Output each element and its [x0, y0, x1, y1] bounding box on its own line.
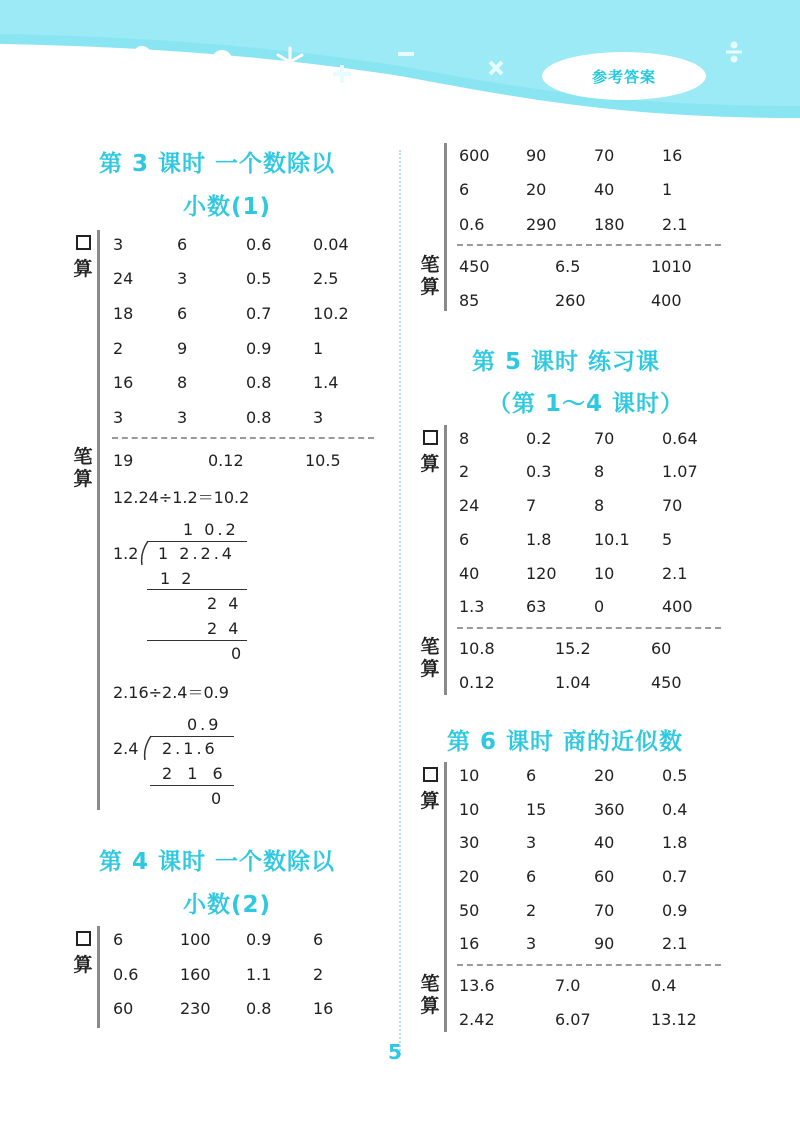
division-bracket [140, 540, 150, 566]
written-label-char1: 笔 [420, 254, 440, 276]
grid-cell: 2.1 [662, 934, 688, 953]
grid-cell: 160 [180, 965, 211, 984]
oral-label [72, 929, 94, 976]
written-answer: 0.12 [459, 673, 495, 692]
grid-cell: 2 [526, 901, 537, 920]
grid-cell: 1 [313, 339, 324, 358]
grid-cell: 70 [594, 146, 615, 165]
grid-cell: 0.04 [313, 235, 349, 254]
grid-cell: 40 [594, 833, 615, 852]
equation: 2.16÷2.4＝0.9 [113, 683, 229, 702]
written-label [72, 446, 94, 490]
grid-cell: 0.6 [113, 965, 139, 984]
written-answer: 19 [113, 451, 134, 470]
lesson3-margin-line [97, 230, 100, 810]
lesson3-dashed-separator [112, 437, 374, 439]
grid-cell: 40 [594, 180, 615, 199]
dividend: 2.1.6 [162, 739, 218, 758]
grid-cell: 50 [459, 901, 480, 920]
grid-cell: 10.1 [594, 530, 630, 549]
grid-cell: 3 [526, 833, 537, 852]
grid-cell: 6 [177, 235, 188, 254]
oral-label-char: 算 [420, 453, 440, 475]
grid-cell: 600 [459, 146, 490, 165]
written-answer: 13.6 [459, 976, 495, 995]
lesson5-dashed-separator [457, 627, 721, 629]
grid-cell: 1.1 [246, 965, 272, 984]
grid-cell: 1.8 [526, 530, 552, 549]
page-number: 5 [388, 1040, 402, 1064]
grid-cell: 0.7 [662, 867, 688, 886]
grid-cell: 3 [177, 408, 188, 427]
written-label-char2: 算 [73, 468, 93, 490]
grid-cell: 90 [594, 934, 615, 953]
grid-cell: 40 [459, 564, 480, 583]
grid-cell: 24 [113, 269, 134, 288]
division-bar [147, 541, 247, 542]
lesson4-dashed-separator [457, 244, 721, 246]
oral-label [419, 428, 441, 475]
written-answer: 400 [651, 291, 682, 310]
partial-product: 2 1 6 [162, 764, 228, 783]
grid-cell: 70 [594, 901, 615, 920]
lesson5-margin-line [444, 425, 447, 695]
lesson5-subtitle: （第 1～4 课时） [488, 391, 685, 417]
lesson4-margin-line [97, 926, 100, 1028]
lesson3-title: 第 3 课时 一个数除以 [99, 151, 336, 177]
written-answer: 60 [651, 639, 672, 658]
grid-cell: 20 [594, 766, 615, 785]
grid-cell: 63 [526, 597, 547, 616]
oral-label-char: 算 [73, 258, 93, 280]
grid-cell: 30 [459, 833, 480, 852]
written-answer: 2.42 [459, 1010, 495, 1029]
grid-cell: 10 [459, 766, 480, 785]
grid-cell: 1.8 [662, 833, 688, 852]
grid-cell: 1.3 [459, 597, 485, 616]
grid-cell: 70 [662, 496, 683, 515]
grid-cell: 70 [594, 429, 615, 448]
sun-icon [67, 51, 91, 75]
division-rule [147, 640, 247, 641]
box-icon [76, 235, 91, 250]
divisor: 2.4 [113, 739, 139, 758]
grid-cell: 2 [313, 965, 324, 984]
grid-cell: 8 [594, 496, 605, 515]
grid-cell: 18 [113, 304, 134, 323]
written-answer: 6.07 [555, 1010, 591, 1029]
oral-label-char: 算 [420, 790, 440, 812]
dividend: 1 2.2.4 [158, 544, 235, 563]
grid-cell: 6 [313, 930, 324, 949]
lesson3-subtitle: 小数(1) [183, 194, 272, 220]
grid-cell: 0.7 [246, 304, 272, 323]
grid-cell: 0.8 [246, 999, 272, 1018]
grid-cell: 1.4 [313, 373, 339, 392]
grid-cell: 60 [594, 867, 615, 886]
column-divider [399, 150, 401, 1055]
grid-cell: 9 [177, 339, 188, 358]
lesson4-cont-margin-line [444, 143, 447, 311]
grid-cell: 0.3 [526, 462, 552, 481]
grid-cell: 6 [526, 766, 537, 785]
lesson4-title: 第 4 课时 一个数除以 [99, 849, 336, 875]
written-label [419, 636, 441, 680]
oral-label-char: 算 [73, 954, 93, 976]
lesson5-title: 第 5 课时 练习课 [472, 349, 661, 375]
box-icon [423, 430, 438, 445]
grid-cell: 10.2 [313, 304, 349, 323]
grid-cell: 10 [459, 800, 480, 819]
grid-cell: 230 [180, 999, 211, 1018]
grid-cell: 8 [459, 429, 470, 448]
grid-cell: 20 [459, 867, 480, 886]
grid-cell: 0.9 [246, 930, 272, 949]
written-answer: 85 [459, 291, 480, 310]
grid-cell: 100 [180, 930, 211, 949]
grid-cell: 400 [662, 597, 693, 616]
written-label-char2: 算 [420, 995, 440, 1017]
grid-cell: 6 [459, 530, 470, 549]
grid-cell: 0.6 [459, 215, 485, 234]
final-remainder: 0 [231, 644, 242, 663]
final-remainder: 0 [211, 789, 222, 808]
grid-cell: 16 [313, 999, 334, 1018]
grid-cell: 90 [526, 146, 547, 165]
grid-cell: 0.5 [246, 269, 272, 288]
grid-cell: 16 [113, 373, 134, 392]
written-answer: 10.5 [305, 451, 341, 470]
grid-cell: 0.2 [526, 429, 552, 448]
grid-cell: 20 [526, 180, 547, 199]
grid-cell: 1 [662, 180, 673, 199]
grid-cell: 3 [313, 408, 324, 427]
grid-cell: 0.9 [662, 901, 688, 920]
grid-cell: 3 [177, 269, 188, 288]
division-bar [150, 736, 234, 737]
grid-cell: 3 [113, 408, 124, 427]
grid-cell: 0 [594, 597, 605, 616]
grid-cell: 180 [594, 215, 625, 234]
answer-key-badge: 参考答案 [542, 52, 706, 100]
written-answer: 7.0 [555, 976, 581, 995]
grid-cell: 24 [459, 496, 480, 515]
division-rule [150, 785, 234, 786]
lesson6-title: 第 6 课时 商的近似数 [447, 729, 684, 755]
grid-cell: 3 [113, 235, 124, 254]
grid-cell: 2 [113, 339, 124, 358]
grid-cell: 0.9 [246, 339, 272, 358]
written-answer: 1.04 [555, 673, 591, 692]
grid-cell: 0.8 [246, 408, 272, 427]
lesson6-dashed-separator [457, 964, 721, 966]
remainder-step: 2 4 [207, 594, 242, 613]
grid-cell: 6 [526, 867, 537, 886]
grid-cell: 0.4 [662, 800, 688, 819]
partial-product: 2 4 [207, 619, 242, 638]
grid-cell: 16 [459, 934, 480, 953]
oral-label [419, 765, 441, 812]
written-answer: 10.8 [459, 639, 495, 658]
oral-label [72, 233, 94, 280]
written-answer: 6.5 [555, 257, 581, 276]
grid-cell: 0.8 [246, 373, 272, 392]
written-label [419, 973, 441, 1017]
equation: 12.24÷1.2＝10.2 [113, 488, 250, 507]
grid-cell: 8 [177, 373, 188, 392]
box-icon [76, 931, 91, 946]
grid-cell: 0.64 [662, 429, 698, 448]
division-rule [147, 589, 247, 590]
written-answer: 450 [651, 673, 682, 692]
grid-cell: 0.6 [246, 235, 272, 254]
written-answer: 0.4 [651, 976, 677, 995]
grid-cell: 16 [662, 146, 683, 165]
box-icon [423, 767, 438, 782]
grid-cell: 5 [662, 530, 673, 549]
grid-cell: 15 [526, 800, 547, 819]
written-label-char1: 笔 [420, 973, 440, 995]
written-answer: 15.2 [555, 639, 591, 658]
grid-cell: 3 [526, 934, 537, 953]
grid-cell: 1.07 [662, 462, 698, 481]
grid-cell: 10 [594, 564, 615, 583]
grid-cell: 60 [113, 999, 134, 1018]
grid-cell: 6 [459, 180, 470, 199]
grid-cell: 2 [459, 462, 470, 481]
written-label-char1: 笔 [420, 636, 440, 658]
written-answer: 13.12 [651, 1010, 697, 1029]
grid-cell: 7 [526, 496, 537, 515]
grid-cell: 6 [177, 304, 188, 323]
written-answer: 0.12 [208, 451, 244, 470]
written-label [419, 254, 441, 298]
grid-cell: 6 [113, 930, 124, 949]
written-label-char1: 笔 [73, 446, 93, 468]
lesson4-subtitle: 小数(2) [183, 892, 272, 918]
quotient: 1 0.2 [183, 520, 239, 539]
written-answer: 450 [459, 257, 490, 276]
partial-product: 1 2 [160, 569, 195, 588]
divisor: 1.2 [113, 544, 139, 563]
written-answer: 1010 [651, 257, 692, 276]
written-answer: 260 [555, 291, 586, 310]
grid-cell: 2.1 [662, 564, 688, 583]
lesson6-margin-line [444, 762, 447, 1032]
written-label-char2: 算 [420, 276, 440, 298]
grid-cell: 2.5 [313, 269, 339, 288]
grid-cell: 360 [594, 800, 625, 819]
written-label-char2: 算 [420, 658, 440, 680]
division-bracket [143, 735, 153, 761]
grid-cell: 290 [526, 215, 557, 234]
grid-cell: 8 [594, 462, 605, 481]
grid-cell: 2.1 [662, 215, 688, 234]
grid-cell: 120 [526, 564, 557, 583]
quotient: 0.9 [187, 715, 222, 734]
grid-cell: 0.5 [662, 766, 688, 785]
